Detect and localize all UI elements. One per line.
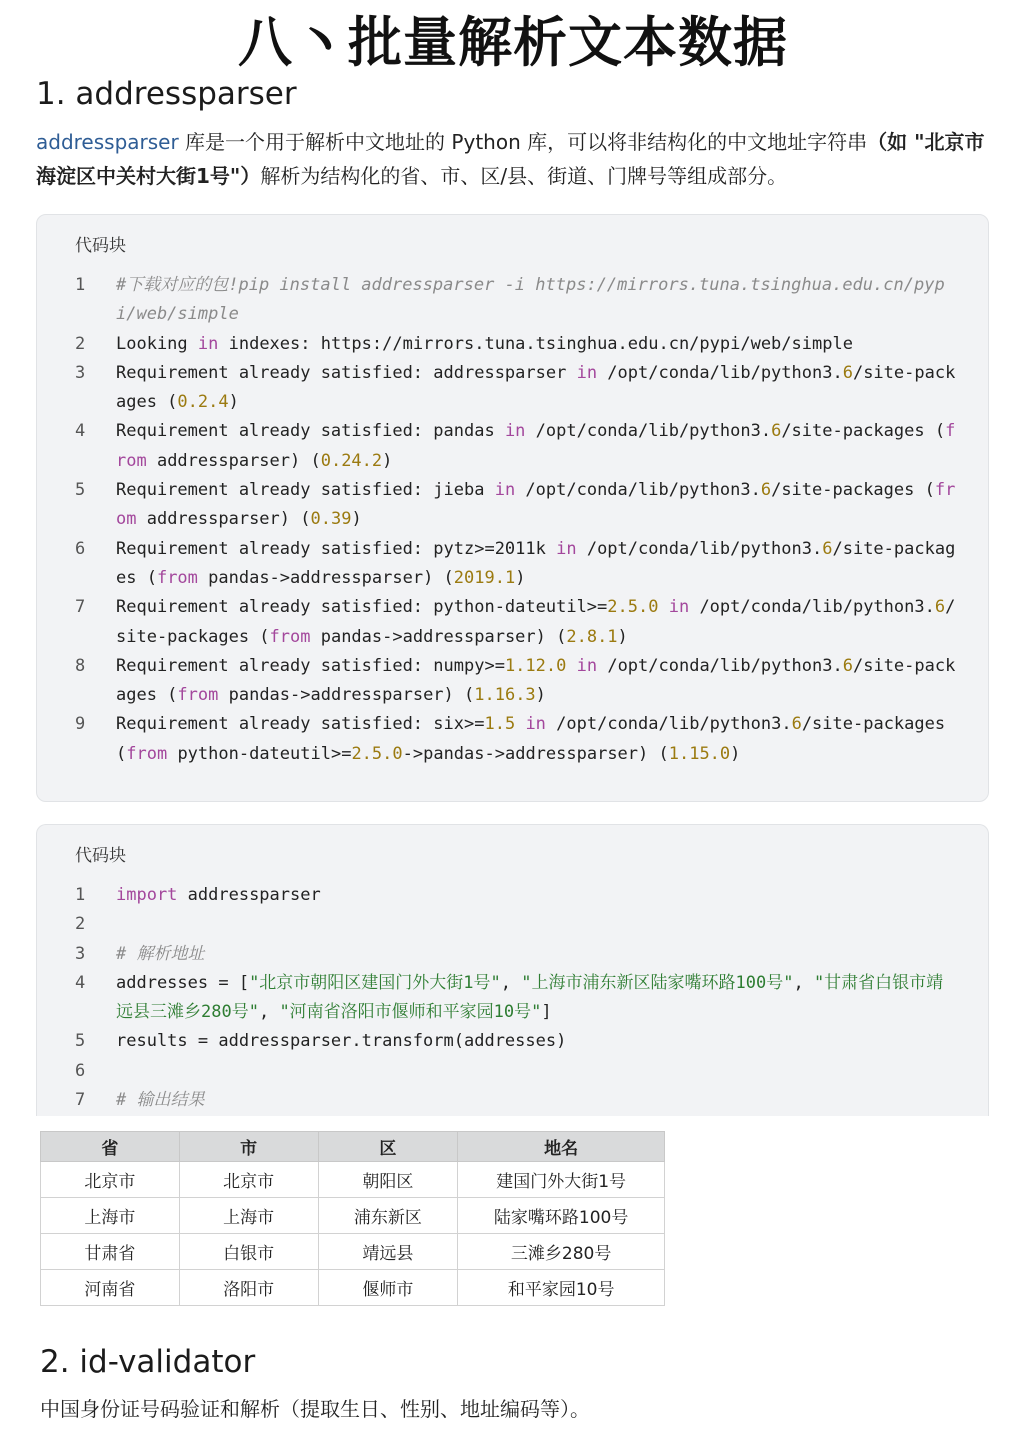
code-text — [116, 476, 958, 535]
table-cell: 和平家园10号 — [458, 1270, 665, 1306]
code-line — [37, 359, 988, 418]
code-text — [116, 1086, 958, 1115]
code-token: 0.24.2 — [320, 450, 383, 471]
code-token: ) — [617, 626, 628, 647]
code-line — [37, 1057, 988, 1086]
code-token: /opt/conda/lib/python3. — [689, 597, 935, 618]
code-token: 6 — [842, 362, 853, 383]
code-token: /opt/conda/lib/python3. — [576, 538, 823, 559]
code-line — [37, 1086, 988, 1115]
line-number: 1 — [75, 885, 86, 905]
table-cell: 朝阳区 — [318, 1162, 458, 1198]
code-token: 1.12.0 — [504, 655, 567, 676]
code-token: in — [494, 480, 516, 501]
code-token: in — [504, 421, 526, 442]
code-token: Requirement already satisfied: pandas — [116, 421, 505, 442]
code-line — [37, 910, 988, 939]
code-token: /site-packages ( — [116, 597, 956, 647]
code-text — [116, 881, 958, 910]
code-token: Requirement already satisfied: python-dateutil>= — [116, 597, 608, 618]
code-token: from — [116, 421, 956, 471]
table-cell: 浦东新区 — [318, 1198, 458, 1234]
line-number: 4 — [75, 972, 86, 993]
code-token: addressparser — [177, 885, 321, 905]
code-token: python-dateutil>= — [167, 743, 352, 764]
line-number: 4 — [75, 421, 86, 442]
code-text — [116, 359, 958, 418]
code-token: pandas->addressparser) ( — [310, 626, 567, 647]
code-line — [37, 271, 988, 330]
intro-paragraph — [36, 125, 991, 193]
line-number: 7 — [75, 597, 86, 618]
code-token: /site-packages ( — [771, 480, 935, 501]
code-token: 6 — [791, 714, 802, 735]
code-token: Looking — [116, 333, 198, 354]
code-token: /opt/conda/lib/python3. — [515, 480, 761, 501]
code-text — [116, 940, 958, 969]
code-token: /opt/conda/lib/python3. — [545, 714, 792, 735]
code-token: pandas->addressparser) ( — [197, 567, 454, 588]
library-name: addressparser — [36, 130, 179, 154]
code-line — [37, 330, 988, 359]
code-token: 2.5.0 — [351, 743, 403, 764]
code-lines — [37, 881, 988, 1115]
section-heading-addressparser: 1. addressparser — [36, 76, 297, 112]
line-number: 6 — [75, 1060, 86, 1081]
code-token: , — [500, 972, 522, 993]
line-number: 3 — [75, 362, 86, 383]
code-line — [37, 881, 988, 910]
code-text — [116, 910, 958, 939]
table-cell: 上海市 — [41, 1198, 180, 1234]
code-token: in — [576, 655, 598, 676]
code-token: Requirement already satisfied: jieba — [116, 480, 495, 501]
code-token: from — [126, 743, 168, 764]
table-header-cell: 省 — [41, 1132, 180, 1162]
code-token: indexes: https://mirrors.tuna.tsinghua.edu.cn/pypi/web/simple — [218, 333, 853, 354]
code-text — [116, 1057, 958, 1086]
line-number: 9 — [75, 714, 86, 735]
line-number: 2 — [75, 914, 86, 935]
table-cell: 北京市 — [179, 1162, 318, 1198]
code-token: "甘肃省白银市靖远县三滩乡280号" — [116, 972, 944, 1023]
code-token: from — [177, 685, 219, 706]
code-token: # 输出结果 — [116, 1090, 205, 1111]
table-header-cell: 地名 — [458, 1132, 665, 1162]
code-token: addressparser) ( — [146, 450, 321, 471]
code-text — [116, 593, 958, 652]
table-header-cell: 市 — [179, 1132, 318, 1162]
code-token — [515, 714, 525, 734]
line-number: 2 — [75, 333, 86, 354]
code-text — [116, 710, 958, 769]
code-text — [116, 271, 958, 330]
code-token: ] — [541, 1002, 552, 1023]
code-token: 1.16.3 — [474, 685, 536, 706]
code-token: pandas->addressparser) ( — [218, 685, 475, 706]
code-token: from — [156, 567, 198, 588]
code-token: /site-packages ( — [116, 362, 956, 413]
table-header-row — [41, 1132, 665, 1162]
code-token: 1.15.0 — [668, 743, 731, 764]
code-token: ) — [515, 567, 526, 588]
table-cell: 建国门外大街1号 — [458, 1162, 665, 1198]
code-token: /site-packages ( — [116, 714, 956, 764]
code-line — [37, 940, 988, 969]
code-token: addressparser) ( — [136, 509, 311, 530]
code-token: 6 — [934, 597, 946, 618]
line-number: 6 — [75, 538, 86, 559]
table-row — [41, 1162, 665, 1198]
code-block-install — [36, 214, 989, 802]
code-block-label: 代码块 — [75, 236, 126, 256]
intro-example-address: （如 "北京市海淀区中关村大街1号"） — [36, 130, 985, 188]
code-token: in — [576, 362, 598, 383]
table-cell: 河南省 — [41, 1270, 180, 1306]
code-line — [37, 417, 988, 476]
table-cell: 北京市 — [41, 1162, 180, 1198]
code-token: 6 — [822, 538, 833, 559]
code-token: 0.2.4 — [177, 392, 229, 413]
code-token: from — [116, 480, 956, 530]
code-text — [116, 652, 958, 711]
code-token: 2.5.0 — [607, 597, 659, 618]
code-token: ->pandas->addressparser) ( — [402, 743, 669, 764]
code-lines — [37, 271, 988, 769]
code-text — [116, 1027, 958, 1056]
code-line — [37, 476, 988, 535]
code-token: , — [258, 1002, 280, 1023]
intro-text-2: 解析为结构化的省、市、区/县、街道、门牌号等组成部分。 — [260, 164, 788, 188]
table-cell: 陆家嘴环路100号 — [458, 1198, 665, 1234]
code-token: , — [793, 972, 814, 993]
code-token: Requirement already satisfied: pytz>=2011k — [116, 538, 557, 559]
code-token: Requirement already satisfied: six>= — [116, 714, 485, 735]
code-line — [37, 710, 988, 769]
code-line — [37, 652, 988, 711]
table-header-cell: 区 — [318, 1132, 458, 1162]
code-token: 6 — [842, 655, 853, 676]
table-cell: 洛阳市 — [179, 1270, 318, 1306]
code-text — [116, 417, 958, 476]
code-token — [566, 656, 576, 676]
table-row — [41, 1270, 665, 1306]
code-token: addresses = [ — [116, 972, 250, 993]
code-token: "北京市朝阳区建国门外大街1号" — [249, 972, 501, 993]
code-token: /opt/conda/lib/python3. — [525, 421, 772, 442]
code-token: ) — [730, 743, 741, 764]
table-cell: 三滩乡280号 — [458, 1234, 665, 1270]
code-line — [37, 969, 988, 1028]
code-line — [37, 1027, 988, 1056]
code-token: ) — [228, 392, 239, 413]
code-token: /site-packages ( — [781, 421, 946, 442]
code-token: results = addressparser.transform(addresses) — [116, 1031, 567, 1052]
code-text — [116, 969, 958, 1028]
code-token: 0.39 — [310, 509, 352, 530]
code-token: /site-packages ( — [116, 538, 956, 588]
code-token: 2.8.1 — [566, 626, 618, 647]
code-token: # 解析地址 — [116, 943, 205, 964]
code-token: "河南省洛阳市偃师和平家园10号" — [279, 1002, 542, 1023]
code-token: "上海市浦东新区陆家嘴环路100号" — [521, 972, 794, 993]
table-cell: 靖远县 — [318, 1234, 458, 1270]
code-line — [37, 593, 988, 652]
code-block-label: 代码块 — [75, 846, 126, 866]
code-token: ) — [382, 450, 393, 471]
code-token — [658, 597, 668, 617]
code-token: from — [269, 626, 311, 647]
line-number: 5 — [75, 480, 86, 501]
code-token: Requirement already satisfied: numpy>= — [116, 655, 505, 676]
table-cell: 上海市 — [179, 1198, 318, 1234]
code-token: #下载对应的包!pip install addressparser -i https://mirrors.tuna.tsinghua.edu.cn/pypi/web/simple — [116, 275, 945, 325]
code-line — [37, 535, 988, 594]
code-token: in — [556, 538, 577, 559]
code-token: 1.5 — [484, 714, 516, 735]
code-token: 6 — [760, 480, 772, 501]
intro-text-1: 库是一个用于解析中文地址的 Python 库，可以将非结构化的中文地址字符串 — [178, 130, 868, 154]
code-text — [116, 330, 958, 359]
table-row — [41, 1234, 665, 1270]
table-cell: 白银市 — [179, 1234, 318, 1270]
line-number: 8 — [75, 655, 86, 676]
code-token: in — [525, 714, 546, 735]
line-number: 7 — [75, 1090, 86, 1111]
code-token: /opt/conda/lib/python3. — [597, 362, 843, 383]
code-token: /opt/conda/lib/python3. — [597, 655, 843, 676]
code-token: Requirement already satisfied: addressparser — [116, 362, 577, 383]
code-text — [116, 535, 958, 594]
code-token: 2019.1 — [453, 567, 516, 588]
id-validator-description: 中国身份证号码验证和解析（提取生日、性别、地址编码等）。 — [40, 1397, 590, 1421]
code-token: ) — [535, 685, 546, 706]
page-title: 八丶批量解析文本数据 — [238, 11, 788, 74]
code-token: /site-packages ( — [116, 655, 956, 706]
code-token: in — [668, 597, 690, 618]
result-table — [40, 1131, 665, 1306]
code-token: import — [116, 885, 178, 905]
code-block-usage — [36, 824, 989, 1116]
section-heading-id-validator: 2. id-validator — [40, 1344, 256, 1380]
line-number: 5 — [75, 1031, 86, 1052]
code-token: in — [197, 333, 219, 354]
code-token: 6 — [771, 421, 782, 442]
code-token: ) — [351, 509, 362, 530]
table-cell: 偃师市 — [318, 1270, 458, 1306]
table-row — [41, 1198, 665, 1234]
table-cell: 甘肃省 — [41, 1234, 180, 1270]
line-number: 3 — [75, 943, 86, 964]
line-number: 1 — [75, 275, 86, 295]
